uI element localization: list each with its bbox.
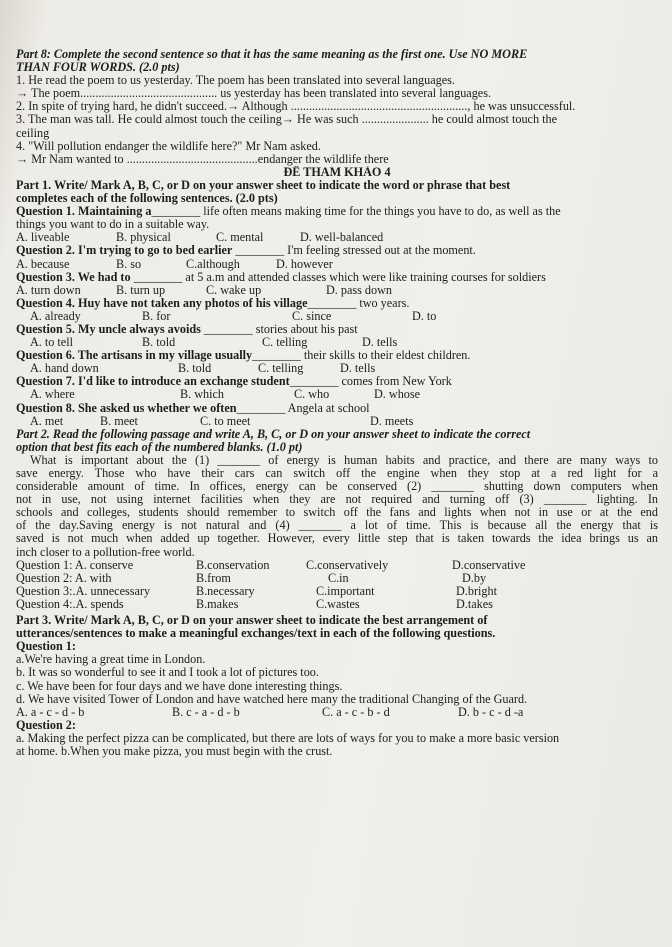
part3-q1-options [16,706,658,719]
option-a: A. met [30,413,64,428]
option-a: Question 4:.A. spends [16,596,124,611]
option-c: C.wastes [316,596,360,611]
part3-q2-line-a: a. Making the perfect pizza can be complicated, but there are lots of ways for you to make a more basic version [16,731,560,745]
question-4-options [16,310,658,323]
part8-s2: 2. In spite of trying hard, he didn't succeed.→ Although .........................................................., he was unsuccessful. [16,100,576,114]
passage-line-6: of the day.Saving energy is not natural and (4) _______ a lot of time. This is because all the energy that is [16,519,658,533]
option-b: B.from [196,570,231,585]
part3-question-2: Question 2: [16,718,76,732]
option-a: A. liveable [16,230,70,245]
option-c: C. telling [262,335,308,350]
option-c: C. to meet [200,413,251,428]
option-b: B. physical [116,230,171,245]
option-d: D. meets [370,413,414,428]
question-5: Question 5. My uncle always avoids ________ stories about his past [16,322,358,336]
part8-s3: 3. The man was tall. He could almost touch the ceiling→ He was such ...................... he could almost touch the [16,113,557,127]
passage-q1-options [16,559,658,572]
question-1: Question 1. Maintaining a________ life often means making time for the things you have to do, as well as the [16,205,561,219]
option-d: D. pass down [326,282,393,297]
option-d: D. well-balanced [300,230,384,245]
option-c: C. mental [216,230,264,245]
part8-s4b: → Mr Nam wanted to ...........................................endanger the wildlife there [16,152,389,166]
passage-q2-options [16,572,658,585]
option-d: D. however [276,256,333,271]
option-d: D. b - c - d -a [458,704,524,719]
option-a: Question 1: A. conserve [16,557,134,572]
question-1-options [16,231,658,244]
option-d: D.takes [456,596,493,611]
passage-line-7: saved is not much when added up together. However, every little step that is taken towards the idea brings us an [16,532,658,546]
option-c: C. since [292,308,332,323]
option-c: C. telling [258,361,304,376]
part3-question-1: Question 1: [16,640,76,654]
passage-line-1: What is important about the (1) _______ of energy is human habits and practice, and there are many ways to [30,453,658,467]
passage-q3-options [16,585,658,598]
option-a: Question 2: A. with [16,570,112,585]
option-b: B. told [142,335,176,350]
part8-s4a: 4. "Will pollution endanger the wildlife here?" Mr Nam asked. [16,139,321,153]
utterance-b: b. It was so wonderful to see it and I took a lot of pictures too. [16,666,319,680]
option-d: D.by [462,570,487,585]
part8-s3-end: ceiling [16,126,50,140]
option-b: B. c - a - d - b [172,704,240,719]
option-a: A. turn down [16,282,81,297]
option-d: D. whose [374,387,421,402]
section-heading: ĐỀ THAM KHẢO 4 [283,165,391,179]
option-b: B.makes [196,596,239,611]
option-a: A. to tell [30,335,73,350]
option-c: C.although [186,256,240,271]
part3-title: Part 3. Write/ Mark A, B, C, or D on your answer sheet to indicate the best arrangement of [16,614,488,628]
part3-title-cont: utterances/sentences to make a meaningful exchanges/text in each of the following questions. [16,627,496,641]
passage-line-2: save energy. Those who have their cars can switch off the engine when they stop at a red light for a [16,467,658,480]
question-7: Question 7. I'd like to introduce an exchange student________ comes from New York [16,375,452,389]
part1-title-cont: completes each of the following sentences. (2.0 pts) [16,192,278,206]
part3-q2-line-b: at home. b.When you make pizza, you must begin with the crust. [16,744,333,758]
question-3: Question 3. We had to ________ at 5 a.m and attended classes which were like training courses for soldiers [16,270,546,284]
utterance-a: a.We're having a great time in London. [16,653,206,667]
part1-title: Part 1. Write/ Mark A, B, C, or D on your answer sheet to indicate the word or phrase that best [16,178,511,192]
option-b: B. so [116,256,142,271]
passage-line-5: schools and colleges, students should remember to switch off the fans and lights when not in use or at the end [16,506,658,520]
option-d: D. tells [362,335,398,350]
option-b: B. which [180,387,225,402]
option-c: C.conservatively [306,557,389,572]
part8-title: Part 8: Complete the second sentence so that it has the same meaning as the first one. Use NO MORE [16,48,528,61]
question-7-options [16,388,658,401]
option-c: C. a - c - b - d [322,704,390,719]
part8-s1b: → The poem............................................. us yesterday has been translated into several languages. [16,87,491,101]
option-d: D.bright [456,583,497,598]
part2-title: Part 2. Read the following passage and write A, B, C, or D on your answer sheet to indicate the correct [16,427,531,441]
option-a: A. a - c - d - b [16,704,85,719]
option-c: C.important [316,583,375,598]
option-a: A. already [30,308,81,323]
option-c: C. who [294,387,330,402]
question-3-options [16,284,658,297]
option-a: A. where [30,387,75,402]
option-c: C. wake up [206,282,262,297]
option-a: Question 3:.A. unnecessary [16,583,151,598]
option-b: B. turn up [116,282,166,297]
question-6-options [16,362,658,375]
option-b: B.conservation [196,557,270,572]
part8-title-cont: THAN FOUR WORDS. (2.0 pts) [16,61,180,75]
question-8-options [16,415,658,428]
question-2: Question 2. I'm trying to go to bed earlier ________ I'm feeling stressed out at the moment. [16,244,476,258]
question-6: Question 6. The artisans in my village usually________ their skills to their eldest children. [16,349,471,363]
option-d: D.conservative [452,557,526,572]
option-b: B.necessary [196,583,255,598]
option-a: A. because [16,256,70,271]
question-5-options [16,336,658,349]
option-b: B. for [142,308,171,323]
option-d: D. tells [340,361,376,376]
option-d: D. to [412,308,437,323]
passage-line-8: inch closer to a pollution-free world. [16,545,195,559]
passage-line-3: considerable amount of time. In offices, energy can be conserved (2) _______ shutting down computers when [16,480,658,494]
passage-line-4: not in use, not using internet facilities when they are not required and turning off (3) _______ lighting. In [16,493,658,507]
part2-title-cont: option that best fits each of the numbered blanks. (1.0 pt) [16,440,303,454]
option-c: C.in [328,570,349,585]
option-b: B. told [178,361,212,376]
option-b: B. meet [100,413,138,428]
question-1-cont: things you want to do in a suitable way. [16,218,210,232]
question-8: Question 8. She asked us whether we often________ Angela at school [16,401,370,415]
passage-q4-options [16,598,658,611]
utterance-d: d. We have visited Tower of London and have watched here many the traditional Changing of the Guard. [16,692,528,706]
utterance-c: c. We have been for four days and we have done interesting things. [16,679,343,693]
question-4: Question 4. Huy have not taken any photos of his village________ two years. [16,296,410,310]
option-a: A. hand down [30,361,99,376]
question-2-options [16,258,658,271]
part8-s1a: 1. He read the poem to us yesterday. The poem has been translated into several languages. [16,74,455,88]
